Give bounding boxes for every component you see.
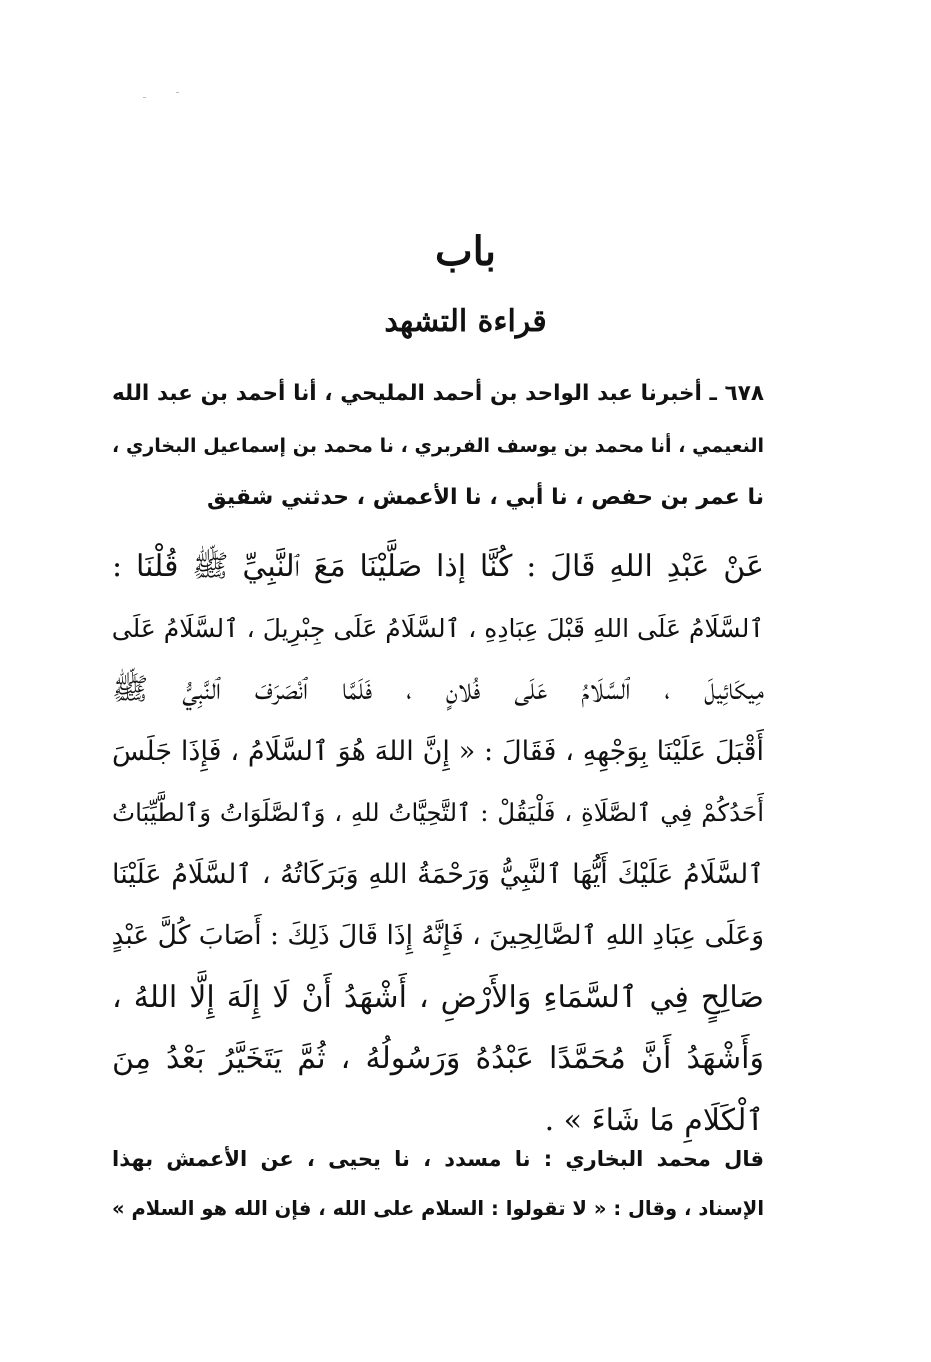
chapter-label: باب xyxy=(435,228,496,275)
hadith-line: عَنْ عَبْدِ اللهِ قَالَ : كُنَّا إذا صَلَّيْنَا مَعَ ٱلنَّبِيِّ ﷺ قُلْنَا : xyxy=(112,549,764,584)
hadith-line: صَالِحٍ فِي ٱلسَّمَاءِ وَالأَرْضِ ، أَشْهَدُ أَنْ لَا إِلَهَ إِلَّا اللهُ ، xyxy=(112,979,764,1015)
hadith-line: مِيكَائِيلَ ، ٱلسَّلَامُ عَلَى فُلانٍ ، فَلَمَّا ٱنْصَرَفَ ٱلنَّبِيُّ ﷺ xyxy=(112,672,764,707)
hadith-line: أَقْبَلَ عَلَيْنَا بِوَجْهِهِ ، فَقَالَ : « إِنَّ اللهَ هُوَ ٱلسَّلَامُ ، فَإِذَا جَلَسَ xyxy=(112,735,764,767)
note-line: قال محمد البخاري : نا مسدد ، نا يحيى ، عن الأعمش بهذا xyxy=(112,1147,764,1171)
scan-speck xyxy=(143,97,146,98)
hadith-line: وَعَلَى عِبَادِ اللهِ ٱلصَّالِحِينَ ، فَإِنَّهُ إِذَا قَالَ ذَلِكَ : أَصَابَ كُلَّ عَبْدٍ xyxy=(112,920,764,951)
isnad-line: نا عمر بن حفص ، نا أبي ، نا الأعمش ، حدثني شقيق xyxy=(207,485,764,510)
isnad-line: ٦٧٨ ـ أخبرنا عبد الواحد بن أحمد المليحي ، أنا أحمد بن عبد الله xyxy=(112,381,764,406)
isnad-line: النعيمي ، أنا محمد بن يوسف الفربري ، نا محمد بن إسماعيل البخاري ، xyxy=(112,435,764,457)
hadith-line: أَحَدُكُمْ فِي ٱلصَّلَاةِ ، فَلْيَقُلْ : ٱلتَّحِيَّاتُ للهِ ، وَٱلصَّلَوَاتُ وَٱلطَّيِّبَاتُ xyxy=(112,798,764,827)
isnad-paragraph xyxy=(112,368,764,524)
hadith-text xyxy=(112,536,764,1151)
scan-speck xyxy=(176,92,179,93)
hadith-line: ٱلسَّلَامُ عَلَيْكَ أَيُّهَا ٱلنَّبِيُّ وَرَحْمَةُ اللهِ وَبَرَكَاتُهُ ، ٱلسَّلَامُ عَلَيْنَا xyxy=(112,858,764,890)
hadith-line: وَأَشْهَدُ أَنَّ مُحَمَّدًا عَبْدُهُ وَرَسُولُهُ ، ثُمَّ يَتَخَيَّرُ بَعْدُ مِنَ xyxy=(112,1041,764,1076)
note-line: الإسناد ، وقال : « لا تقولوا : السلام على الله ، فإن الله هو السلام » xyxy=(112,1197,764,1220)
hadith-line: ٱلْكَلَامِ مَا شَاءَ » . xyxy=(544,1102,764,1138)
hadith-line: ٱلسَّلَامُ عَلَى اللهِ قَبْلَ عِبَادِهِ ، ٱلسَّلَامُ عَلَى جِبْرِيلَ ، ٱلسَّلَامُ عَلَى xyxy=(112,613,764,643)
narration-note xyxy=(112,1134,764,1234)
chapter-title: قراءة التشهد xyxy=(384,304,547,339)
